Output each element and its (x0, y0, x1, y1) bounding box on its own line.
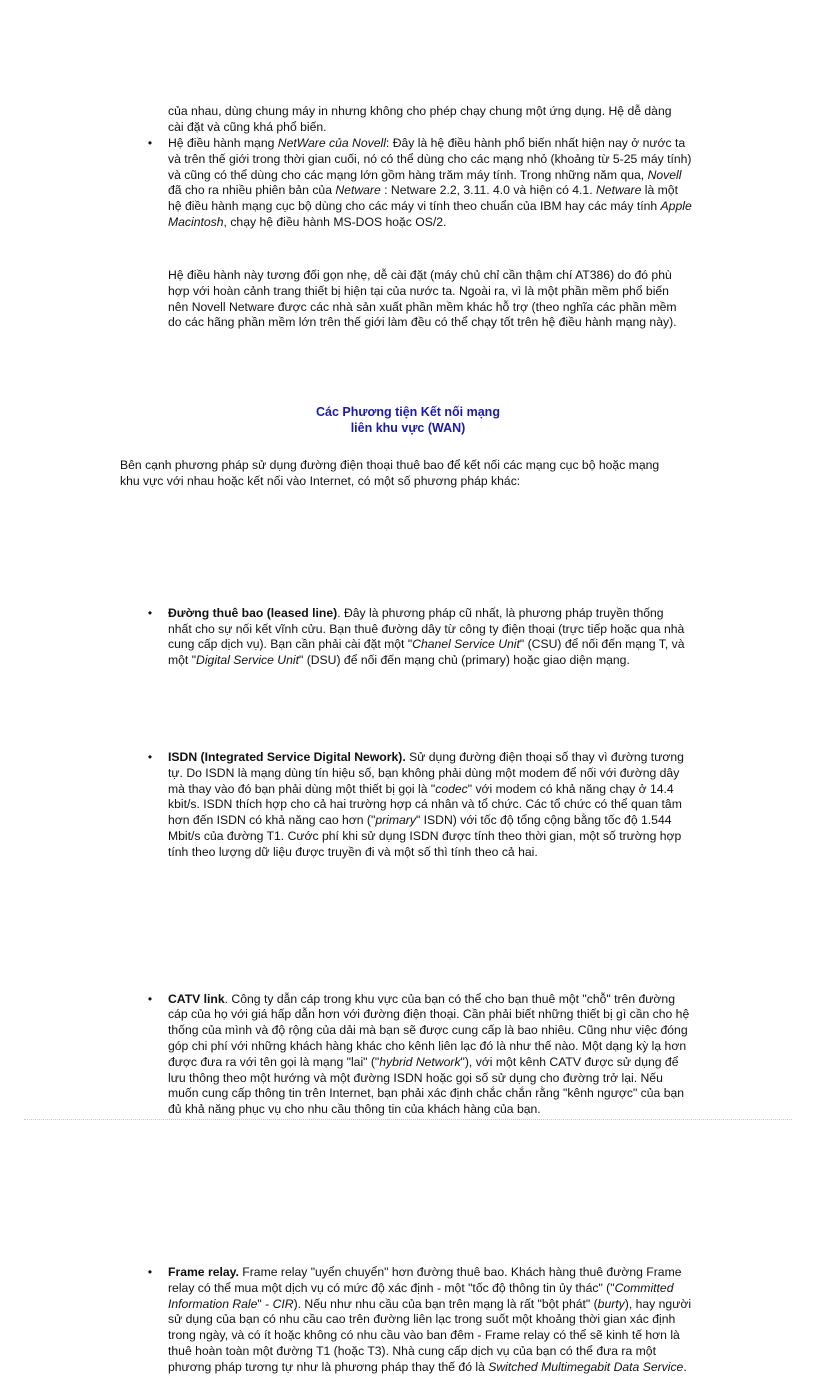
list-item-netware (147, 136, 692, 231)
bullet-icon: • (147, 749, 153, 764)
page-bottom-divider (24, 1119, 792, 1120)
bullet-icon: • (147, 605, 153, 620)
list-item-leased-line (147, 605, 690, 669)
leased-line-text: Đường thuê bao (leased line). Đây là phương pháp cũ nhất, là phương pháp truyền thống nhất cho sự nối kết vĩnh cửu. Bạn thuê đường dây từ công ty điện thoại (trực tiếp hoặc qua nhà cung cấp dịch vụ). Bạn cần phải cài đặt một "Chanel Service Unit" (CSU) để nối đến mạng T, và một "Digital Service Unit" (DSU) để nối đến mạng chủ (primary) hoặc giao diện mạng. (168, 605, 685, 668)
frame-relay-text: Frame relay. Frame relay "uyển chuyển" hơn đường thuê bao. Khách hàng thuê đường Frame relay có thể mua một dịch vụ có mức độ xác định - một "tốc độ thông tin ủy thác" ("Committed Information Rale" - CIR). Nếu như nhu cầu của bạn trên mạng là rất "bột phát" (burty), hay người sử dụng của bạn có nhu cầu cao trên đường liên lạc trong suốt một khoảng thời gian xác định trong ngày, và có ít hoặc không có nhu cầu vào ban đêm - Frame relay có thể sẽ kinh tế hơn là thuê hoàn toàn một đường T1 (hoặc T3). Nhà cung cấp dịch vụ của bạn có thể đưa ra một phương pháp tương tự như là phương pháp thay thế đó là Switched Multimegabit Data Service. (168, 1264, 692, 1374)
list-item-frame-relay (147, 1264, 692, 1376)
catv-text: CATV link. Công ty dẫn cáp trong khu vực của bạn có thể cho bạn thuê một "chỗ" trên đường cáp của họ với giá hấp dẫn hơn với đường điện thoại. Cần phải biết những thiết bị gì cần cho hệ thống của mình và độ rộng của dải mà bạn sẽ được cung cấp là bao nhiêu. Cũng như việc đóng góp chi phí với những khách hàng khác cho kênh liên lạc đó là như thế nào. Một dạng kỳ lạ hơn được đưa ra với tên gọi là mạng "lai" ("hybrid Network"), với một kênh CATV được sử dụng để lưu thông theo một hướng và một đường ISDN hoặc gọi số sử dụng cho đường trở lại. Nếu muốn cung cấp thông tin trên Internet, bạn phải xác định chắc chắn rằng "kênh ngược" của bạn đủ khả năng phục vụ cho nhu cầu thông tin của khách hàng của bạn. (168, 991, 690, 1117)
isdn-text: ISDN (Integrated Service Digital Nework). Sử dụng đường điện thoại số thay vì đường tương tự. Do ISDN là mạng dùng tín hiệu số, bạn không phải dùng một modem để nối với đường dây mà thay vào đó bạn phải dùng một thiết bị gọi là "codec" với modem có khả năng chạy ở 14.4 kbit/s. ISDN thích hợp cho cả hai trường hợp cá nhân và tổ chức. Các tổ chức có thể quan tâm hơn đến ISDN có khả năng cao hơn ("primary" ISDN) với tốc độ tổng cộng bằng tốc độ 1.544 Mbit/s của đường T1. Cước phí khi sử dụng ISDN được tính theo thời gian, một số trường hợp tính theo lượng dữ liệu được truyền đi và một số thì tính theo cả hai. (168, 749, 684, 859)
bullet-icon: • (147, 1264, 153, 1279)
list-item-isdn (147, 749, 690, 861)
netware-paragraph-1: Hệ điều hành mạng NetWare của Novell: Đây là hệ điều hành phổ biến nhất hiện nay ở nước ta và trên thế giới trong thời gian cuối, nó có thể dùng cho các mạng nhỏ (khoảng từ 5-25 máy tính) và cũng có thể dùng cho các mạng lớn gồm hàng trăm máy tính. Trong những năm qua, Novell đã cho ra nhiều phiên bản của Netware : Netware 2.2, 3.11. 4.0 và hiện có 4.1. Netware là một hệ điều hành mạng cục bộ dùng cho các máy vi tính theo chuẩn của IBM hay các máy tính Apple Macintosh, chạy hệ điều hành MS-DOS hoặc OS/2. (168, 136, 692, 229)
netware-continuation (168, 104, 690, 136)
bullet-icon: • (147, 136, 153, 150)
netware-paragraph-2: Hệ điều hành này tương đối gọn nhẹ, dễ cài đặt (máy chủ chỉ cần thậm chí AT386) do đó phù hợp với hoàn cảnh trang thiết bị hiện tại của nước ta. Ngoài ra, vì là một phần mềm phổ biến nên Novell Netware được các nhà sản xuất phần mềm khác hỗ trợ (theo nghĩa các phần mềm do các hãng phần mềm lớn trên thế giới làm đều có thể chạy tốt trên hệ điều hành mạng này). (168, 268, 677, 330)
section-intro: Bên cạnh phương pháp sử dụng đường điện thoại thuê bao để kết nối các mạng cục bộ hoặc mạng khu vực với nhau hoặc kết nối vào Internet, có một số phương pháp khác: (120, 458, 660, 488)
bullet-icon: • (147, 991, 153, 1006)
continuation-text: của nhau, dùng chung máy in nhưng không cho phép chạy chung một ứng dụng. Hệ dễ dàng cài đặt và cũng khá phổ biến. (168, 104, 672, 134)
section-title-line-2: liên khu vực (WAN) (350, 421, 466, 435)
section-title-line-1: Các Phương tiện Kết nối mạng (316, 405, 500, 419)
list-item-catv (147, 991, 690, 1118)
